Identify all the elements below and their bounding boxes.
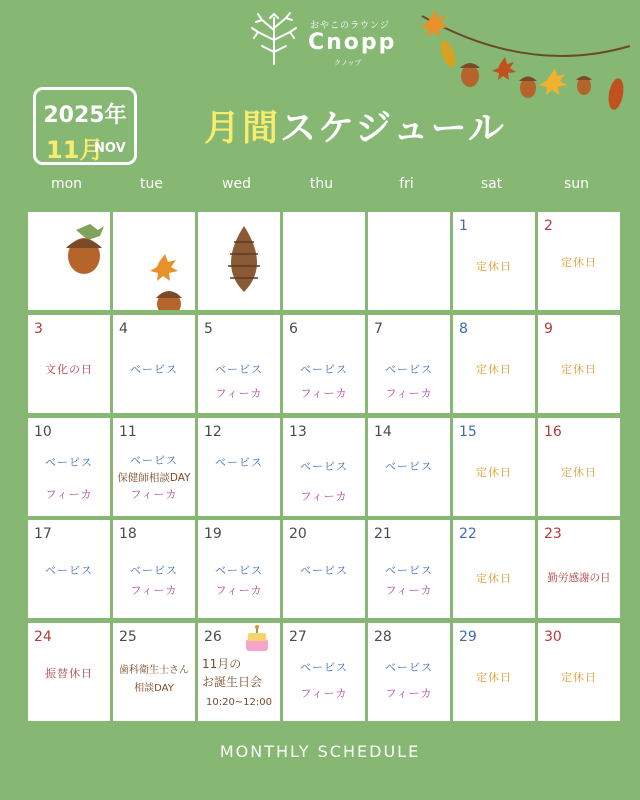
weekday-mon: mon: [50, 176, 83, 192]
holiday-label: 勤労感謝の日: [547, 572, 611, 584]
day-number: 12: [204, 424, 222, 440]
event-label: ベービス: [385, 363, 433, 376]
day-number: 27: [289, 629, 307, 645]
day-number: 9: [544, 321, 553, 337]
title-accent: 月間: [204, 108, 281, 149]
closed-label: 定休日: [561, 363, 597, 376]
weekday-wed: wed: [222, 176, 251, 192]
birthday-cake-icon: [242, 625, 272, 655]
day-number: 23: [544, 526, 562, 542]
day-number: 25: [119, 629, 137, 645]
weekday-sun: sun: [563, 176, 590, 192]
calendar-day-6[interactable]: [283, 315, 365, 413]
maple-leaf-icon: [420, 10, 448, 37]
day-number: 21: [374, 526, 392, 542]
calendar-day-21[interactable]: [368, 520, 450, 618]
event-label: ベービス: [130, 454, 178, 467]
event-label: フィーカ: [130, 584, 178, 597]
calendar-day-1[interactable]: [453, 212, 535, 310]
day-number: 17: [34, 526, 52, 542]
calendar-day-24[interactable]: [28, 623, 110, 721]
calendar-day-11[interactable]: [113, 418, 195, 516]
closed-label: 定休日: [561, 466, 597, 479]
day-number: 14: [374, 424, 392, 440]
closed-label: 定休日: [476, 260, 512, 273]
day-number: 3: [34, 321, 43, 337]
calendar-day-12[interactable]: [198, 418, 280, 516]
calendar-day-22[interactable]: [453, 520, 535, 618]
calendar-day-3[interactable]: [28, 315, 110, 413]
event-label: ベービス: [385, 661, 433, 674]
day-number: 5: [204, 321, 213, 337]
calendar-cell-empty: [198, 212, 280, 310]
calendar-day-30[interactable]: [538, 623, 620, 721]
leaf-icon: [606, 77, 625, 111]
event-label: ベービス: [385, 564, 433, 577]
calendar-day-17[interactable]: [28, 520, 110, 618]
day-number: 16: [544, 424, 562, 440]
maple-leaf-icon: [492, 57, 516, 80]
day-number: 28: [374, 629, 392, 645]
calendar-day-27[interactable]: [283, 623, 365, 721]
event-label: 相談DAY: [134, 683, 174, 694]
day-number: 6: [289, 321, 298, 337]
calendar-day-18[interactable]: [113, 520, 195, 618]
calendar-day-10[interactable]: [28, 418, 110, 516]
event-label: ベービス: [45, 456, 93, 469]
day-number: 10: [34, 424, 52, 440]
day-number: 30: [544, 629, 562, 645]
title-rest: スケジュール: [280, 108, 506, 149]
day-number: 2: [544, 218, 553, 234]
calendar-day-28[interactable]: [368, 623, 450, 721]
event-label: フィーカ: [215, 584, 263, 597]
day-number: 13: [289, 424, 307, 440]
day-number: 26: [204, 629, 222, 645]
event-label: フィーカ: [300, 387, 348, 400]
calendar-day-26[interactable]: [198, 623, 280, 721]
month-badge: [33, 87, 137, 165]
holiday-label: 振替休日: [45, 667, 93, 680]
calendar-day-9[interactable]: [538, 315, 620, 413]
page-title: [204, 100, 506, 151]
calendar-cell-empty: [368, 212, 450, 310]
month-label: 11月: [46, 136, 104, 164]
closed-label: 定休日: [476, 363, 512, 376]
calendar-day-16[interactable]: [538, 418, 620, 516]
weekday-fri: fri: [399, 176, 414, 192]
tree-icon: [248, 10, 300, 66]
calendar-day-4[interactable]: [113, 315, 195, 413]
month-en-label: NOV: [94, 141, 126, 156]
event-label: 歯科衛生士さん: [119, 665, 189, 676]
event-label: フィーカ: [385, 387, 433, 400]
calendar-day-8[interactable]: [453, 315, 535, 413]
calendar-cell-empty: [113, 212, 195, 310]
calendar-cell-empty: [283, 212, 365, 310]
brand-name: Cnopp: [308, 30, 397, 55]
closed-label: 定休日: [561, 671, 597, 684]
calendar-day-25[interactable]: [113, 623, 195, 721]
day-number: 29: [459, 629, 477, 645]
day-number: 18: [119, 526, 137, 542]
calendar-day-13[interactable]: [283, 418, 365, 516]
year-label: 2025年: [43, 103, 127, 128]
calendar-day-15[interactable]: [453, 418, 535, 516]
event-label: ベービス: [300, 661, 348, 674]
event-label: ベービス: [300, 363, 348, 376]
calendar-day-5[interactable]: [198, 315, 280, 413]
event-label: フィーカ: [300, 687, 348, 700]
event-label: ベービス: [385, 460, 433, 473]
footer-title: MONTHLY SCHEDULE: [219, 742, 421, 761]
event-label: フィーカ: [300, 490, 348, 503]
closed-label: 定休日: [561, 256, 597, 269]
day-number: 22: [459, 526, 477, 542]
acorn-icon: [519, 77, 537, 99]
day-number: 1: [459, 218, 468, 234]
calendar-day-7[interactable]: [368, 315, 450, 413]
event-label: フィーカ: [385, 687, 433, 700]
event-label: ベービス: [215, 456, 263, 469]
event-label: フィーカ: [215, 387, 263, 400]
day-number: 8: [459, 321, 468, 337]
event-label: 11月の: [202, 657, 242, 671]
calendar-day-23[interactable]: [538, 520, 620, 618]
event-label: フィーカ: [130, 488, 178, 501]
acorn-icon: [113, 212, 195, 310]
event-label: フィーカ: [45, 488, 93, 501]
brand-logo: [248, 10, 398, 70]
day-number: 11: [119, 424, 137, 440]
pinecone-icon: [198, 212, 280, 310]
event-label: ベービス: [130, 564, 178, 577]
holiday-label: 文化の日: [45, 363, 93, 376]
event-label: ベービス: [300, 564, 348, 577]
day-number: 20: [289, 526, 307, 542]
day-number: 19: [204, 526, 222, 542]
event-label: 保健師相談DAY: [117, 472, 191, 484]
event-time: 10:20~12:00: [205, 697, 272, 708]
event-label: フィーカ: [385, 584, 433, 597]
event-label: ベービス: [215, 564, 263, 577]
acorn-icon: [28, 212, 110, 310]
day-number: 24: [34, 629, 52, 645]
calendar-day-29[interactable]: [453, 623, 535, 721]
closed-label: 定休日: [476, 671, 512, 684]
maple-leaf-icon: [539, 68, 567, 95]
weekday-thu: thu: [309, 176, 334, 192]
calendar-day-19[interactable]: [198, 520, 280, 618]
event-label: ベービス: [300, 460, 348, 473]
acorn-icon: [576, 76, 592, 95]
day-number: 7: [374, 321, 383, 337]
event-label: お誕生日会: [202, 675, 263, 689]
leaf-icon: [438, 39, 459, 69]
closed-label: 定休日: [476, 466, 512, 479]
acorn-icon: [460, 63, 480, 87]
weekday-header: [24, 176, 620, 196]
closed-label: 定休日: [476, 572, 512, 585]
weekday-sat: sat: [480, 176, 503, 192]
calendar-day-20[interactable]: [283, 520, 365, 618]
calendar-day-14[interactable]: [368, 418, 450, 516]
calendar-day-2[interactable]: [538, 212, 620, 310]
brand-kana: クノップ: [334, 59, 362, 67]
event-label: ベービス: [130, 363, 178, 376]
calendar-cell-empty: [28, 212, 110, 310]
day-number: 4: [119, 321, 128, 337]
weekday-tue: tue: [140, 176, 163, 192]
day-number: 15: [459, 424, 477, 440]
event-label: ベービス: [215, 363, 263, 376]
event-label: ベービス: [45, 564, 93, 577]
brand-subtitle: おやこのラウンジ: [310, 21, 390, 31]
